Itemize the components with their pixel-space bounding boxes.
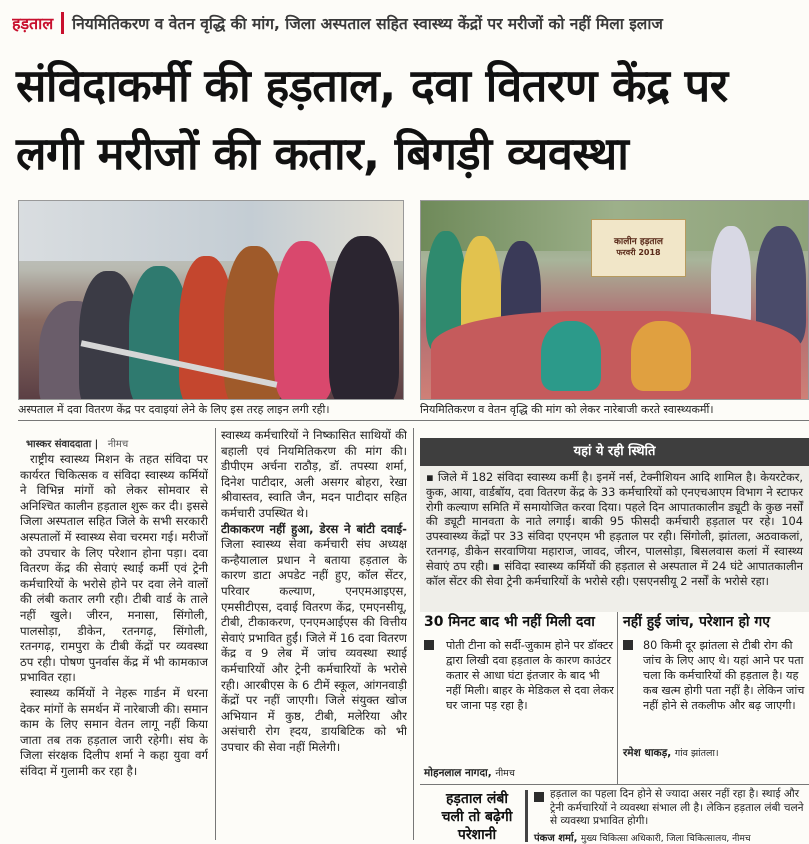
- article-column-1: [20, 452, 208, 842]
- pull-quote-attribution: पंकज शर्मा, मुख्य चिकित्सा अधिकारी, जिला चिकित्सालय, नीमच: [534, 833, 751, 844]
- situation-box-title: यहां ये रही स्थिति: [420, 438, 809, 466]
- paragraph: जिला स्वास्थ्य सेवा कर्मचारी संघ अध्यक्ष कन्हैयालाल प्रधान ने बताया हड़ताल के कारण डाटा अपडेट नहीं हुए, कॉल सेंटर, परिवार कल्याण, एनएमआइएस, एमसीटीएस, दवाई वितरण केंद्र, एमएनसीयू, टीबी, टीकाकरण, एनएमआईएस की वित्तीय सेवाएं प्रभावित हुईं। जिले में 16 दवा वितरण केंद्र व 9 लेब में जांच व्यवस्था स्थाई कर्मचारियों और ट्रेनी कर्मचारियों के भरोसे रही। आरबीएस के 6 टीमें स्कूल, आंगनवाड़ी केंद्रों पर नहीं जाएगी। जिले संयुक्त खोज अभियान में कुष्ठ, टीबी, मलेरिया और असंचारी रोग ह्दय, डायबिटिक को भी उपचार की सेवा नहीं मिलेगी।: [221, 537, 407, 754]
- side-story-2-heading: नहीं हुई जांच, परेशान हो गए: [623, 614, 771, 630]
- byline: भास्कर संवाददाता | नीमच: [26, 439, 129, 450]
- kicker-text: नियमितिकरण व वेतन वृद्धि की मांग, जिला अस्पताल सहित स्वास्थ्य केंद्रों पर मरीजों को नहीं मिला इलाज: [72, 15, 663, 33]
- kicker: [12, 8, 807, 38]
- kicker-tag: हड़ताल: [12, 14, 54, 33]
- column-divider: [413, 428, 414, 840]
- pull-quote-heading: हड़ताल लंबी चली तो बढ़ेगी परेशानी: [441, 791, 513, 843]
- photo-protest: [420, 200, 809, 400]
- protest-banner: कालीन हड़ताल फरवरी 2018: [591, 219, 686, 277]
- situation-box: [420, 438, 809, 612]
- side-story-1-text: पोती टीना को सर्दी-जुकाम होने पर डॉक्टर द्वारा लिखी दवा हड़ताल के कारण काउंटर कतार से आधा घंटा इंतजार के बाद भी नहीं मिली। बाहर के मेडिकल से दवा लेकर घर जाना पड़ रहा है।: [446, 639, 614, 712]
- situation-box-body: ▪ जिले में 182 संविदा स्वास्थ्य कर्मी है। इनमें नर्स, टेक्नीशियन आदि शामिल है। केयरटेकर, कुक, आया, वार्डबॉय, दवा वितरण केंद्र के 33 कर्मचारियों को एनएचआएम विभाग ने स्टाफर रोगी कल्याण समिति में समायोजित करवा दिया। पहले दिन आपातकालीन ड्यूटी के कुछ नर्सों की ड्यूटी मानवता के नाते लगाई। बाकी 95 फीसदी कर्मचारी हड़ताल पर रहे। 104 उपस्वास्थ्य केंद्रों पर 33 संविदा एएनएम भी हड़ताल पर रही। सिंगोली, झांतला, अठवाकलां, रतनगढ़, डीकेन सरवाणिया महाराज, जावद, जीरन, पालसोड़ा, बिसलवास कलां में स्वास्थ्य सेवाएं ठप रही। ▪ संविदा स्वास्थ्य कर्मियों की हड़ताल से अस्पताल में 24 घंटे आपातकालीन कॉल सेंटर की सेवा ट्रेनी कर्मचारियों के भरोसे रही। एसएनसीयू 2 नर्सों के भरोसे रहा।: [426, 470, 803, 588]
- pull-quote-bar: [525, 790, 528, 842]
- paragraph: स्वास्थ्य कर्मियों ने नेहरू गार्डन में धरना देकर मांगों के समर्थन में नारेबाजी की। समान काम के लिए समान वेतन लागू नहीं किया जाता तब तक हड़ताल जारी रहेगी। संघ के जिला संरक्षक दिलीप शर्मा ने कहा युवा वर्ग संविदा में गुलामी कर रहा है।: [20, 685, 208, 778]
- kicker-divider: [61, 12, 64, 34]
- photo-queue: [18, 200, 404, 400]
- quote-icon: [534, 792, 544, 802]
- paragraph: स्वास्थ्य कर्मचारियों ने निष्कासित साथियों की बहाली एवं नियमितिकरण की मांग की। डीपीएम अर्चना राठौड़, डॉ. तपस्या शर्मा, दिनेश पाटीदार, अली असगर बोहरा, रेखा श्रीवास्तव, स्वाति जैन, मदन पाटीदार सहित कर्मचारी उपस्थित थे।: [221, 428, 407, 520]
- side-story-1-attribution: मोहनलाल नागदा, नीमच: [424, 767, 515, 779]
- divider: [420, 784, 809, 785]
- pull-quote-text: हड़ताल का पहला दिन होने से ज्यादा असर नहीं रहा है। स्थाई और ट्रेनी कर्मचारियों ने व्यवस्था संभाल ली है। लेकिन हड़ताल लंबी चलने से व्यवस्था प्रभावित होगी।: [550, 788, 804, 828]
- headline: संविदाकर्मी की हड़ताल, दवा वितरण केंद्र पर लगी मरीजों की कतार, बिगड़ी व्यवस्था: [16, 59, 728, 180]
- paragraph: राष्ट्रीय स्वास्थ्य मिशन के तहत संविदा पर कार्यरत चिकित्सक व संविदा स्वास्थ्य कर्मियों ने विभिन्न मांगों को लेकर सोमवार से अनिश्चित कालीन हड़ताल शुरू कर दी। इससे जिला अस्पताल सहित जिले के सभी सरकारी अस्पतालों में स्वास्थ्य सेवा चरमरा गई। मरीजों को उपचार के लिए परेशान होना पड़ा। दवा वितरण केंद्र की सेवाएं स्थाई कर्मी एवं ट्रेनी कर्मचारियों के भरोसे होने पर दवा लेने वालों की लंबी कतार लगी रही। टीबी वार्ड के ताले नहीं खुले। जीरन, मनासा, सिंगोली, पालसोड़ा, डीकेन, रतनगढ़, सिंगोली, रतनगढ़, रामपुरा के टीबी केंद्रों पर व्यवस्था ठप रही। पोषण पुनर्वास केंद्र में भी कामकाज प्रभावित रहा।: [20, 452, 208, 685]
- photo1-caption: अस्पताल में दवा वितरण केंद्र पर दवाइयां लेने के लिए इस तरह लाइन लगी रही।: [18, 403, 330, 416]
- quote-icon: [424, 640, 434, 650]
- subhead-inline: टीकाकरण नहीं हुआ, डेरस ने बांटी दवाई-: [221, 521, 407, 536]
- side-story-2-text: 80 किमी दूर झांतला से टीबी रोग की जांच के लिए आए थे। यहां आने पर पता चला कि कर्मचारियों की हड़ताल है। यह कब खत्म होगी पता नहीं है। लेकिन जांच नहीं होने से तकलीफ और बढ़ जाएगी।: [643, 639, 805, 712]
- article-column-2: [221, 428, 407, 842]
- photo2-caption: नियमितिकरण व वेतन वृद्धि की मांग को लेकर नारेबाजी करते स्वास्थ्यकर्मी।: [420, 403, 714, 416]
- column-divider: [617, 612, 618, 784]
- divider: [18, 420, 809, 421]
- quote-icon: [623, 640, 633, 650]
- side-story-2-attribution: रमेश धाकड़, गांव झांतला।: [623, 747, 719, 759]
- column-divider: [215, 428, 216, 840]
- side-story-1-heading: 30 मिनट बाद भी नहीं मिली दवा: [424, 614, 595, 630]
